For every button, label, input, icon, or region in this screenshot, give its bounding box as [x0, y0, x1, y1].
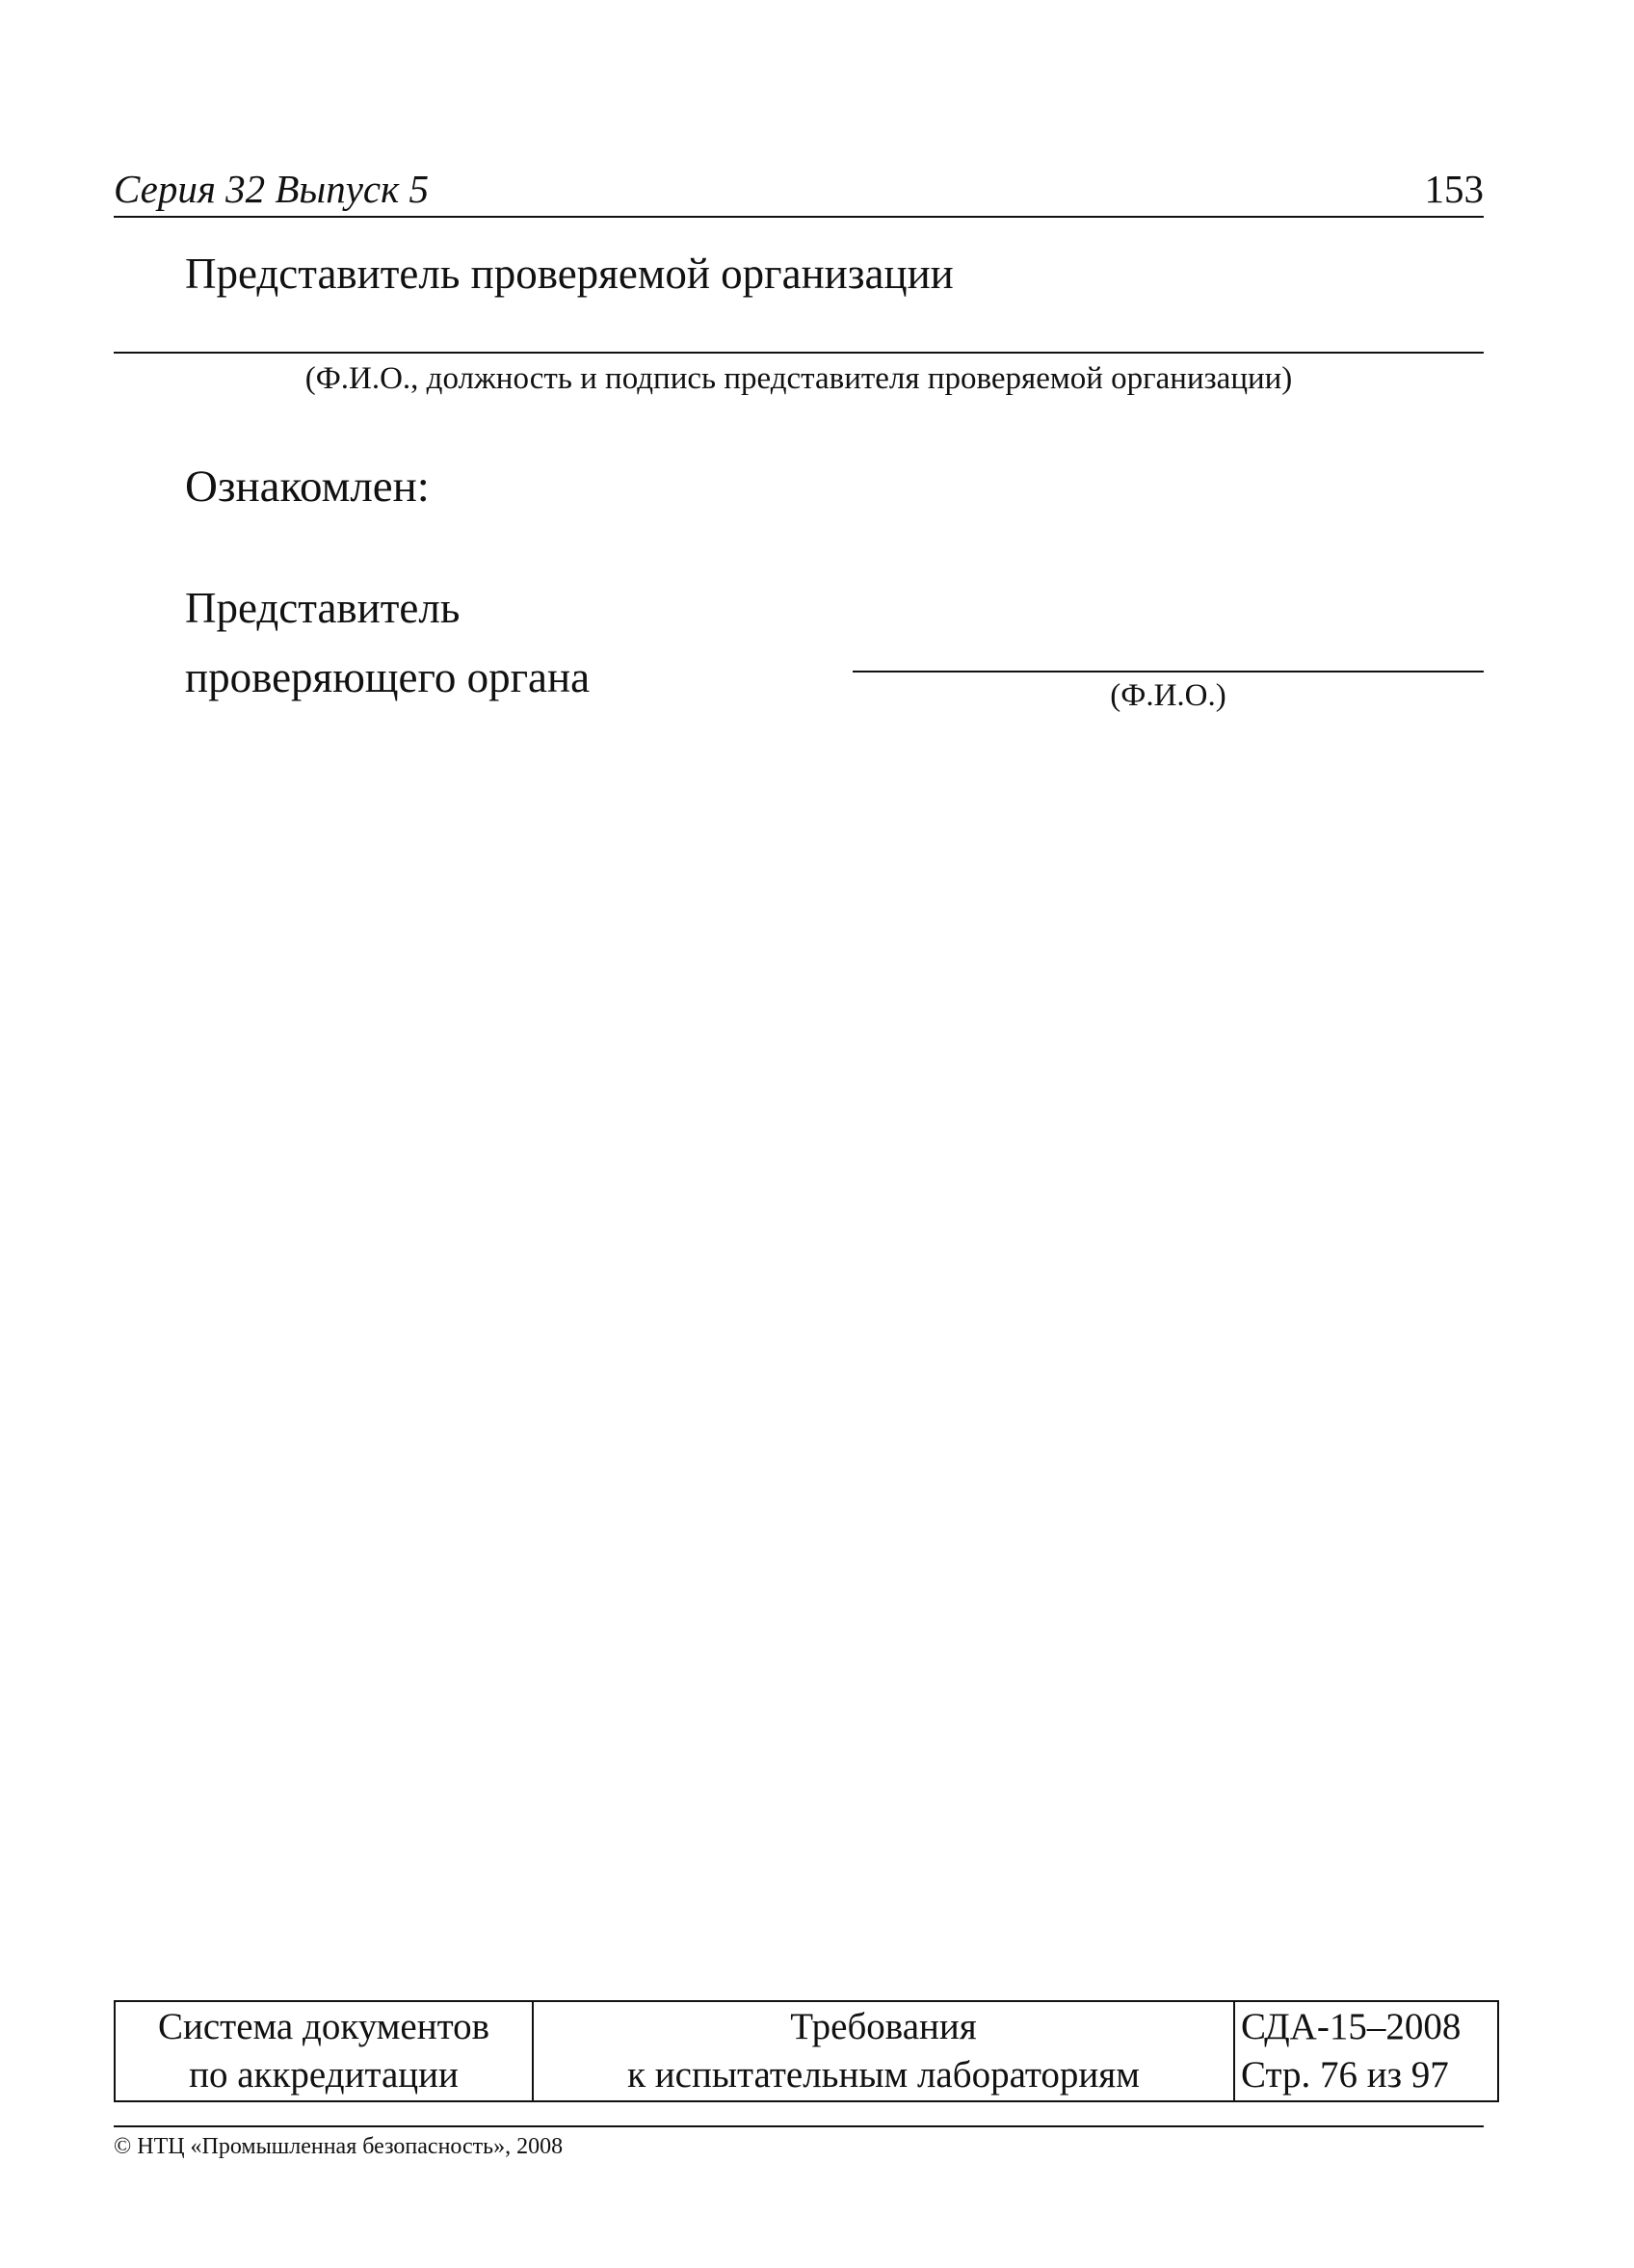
document-title-line-1: Требования [790, 2006, 977, 2047]
inspected-signature-line [114, 352, 1484, 354]
inspected-signature-caption: (Ф.И.О., должность и подпись представителя проверяемой организации) [304, 361, 1293, 396]
inspecting-representative-line-2: проверяющего органа [185, 653, 591, 701]
inspecting-representative-label [185, 573, 763, 712]
inspected-representative-label: Представитель проверяемой организации [185, 250, 954, 298]
inspecting-signature-caption: (Ф.И.О.) [1110, 678, 1226, 713]
copyright-notice: © НТЦ «Промышленная безопасность», 2008 [114, 2134, 564, 2159]
inspecting-representative-line-1: Представитель [185, 584, 461, 632]
running-header-series: Серия 32 Выпуск 5 [114, 167, 430, 211]
document-page-info: Стр. 76 из 97 [1241, 2054, 1449, 2096]
document-system-line-1: Система документов [157, 2006, 490, 2047]
page-number: 153 [1424, 167, 1484, 211]
inspecting-signature-line [853, 671, 1484, 672]
document-code-cell [1234, 2001, 1498, 2101]
document-code: СДА-15–2008 [1241, 2006, 1462, 2047]
document-info-table [114, 2000, 1499, 2102]
header-divider [114, 216, 1484, 218]
acquainted-label: Ознакомлен: [185, 462, 430, 512]
document-system-line-2: по аккредитации [189, 2054, 459, 2096]
document-system-cell [115, 2001, 533, 2101]
footer-divider [114, 2125, 1484, 2127]
document-title-line-2: к испытательным лабораториям [627, 2054, 1140, 2096]
document-title-cell [533, 2001, 1234, 2101]
document-info-row [115, 2001, 1498, 2101]
